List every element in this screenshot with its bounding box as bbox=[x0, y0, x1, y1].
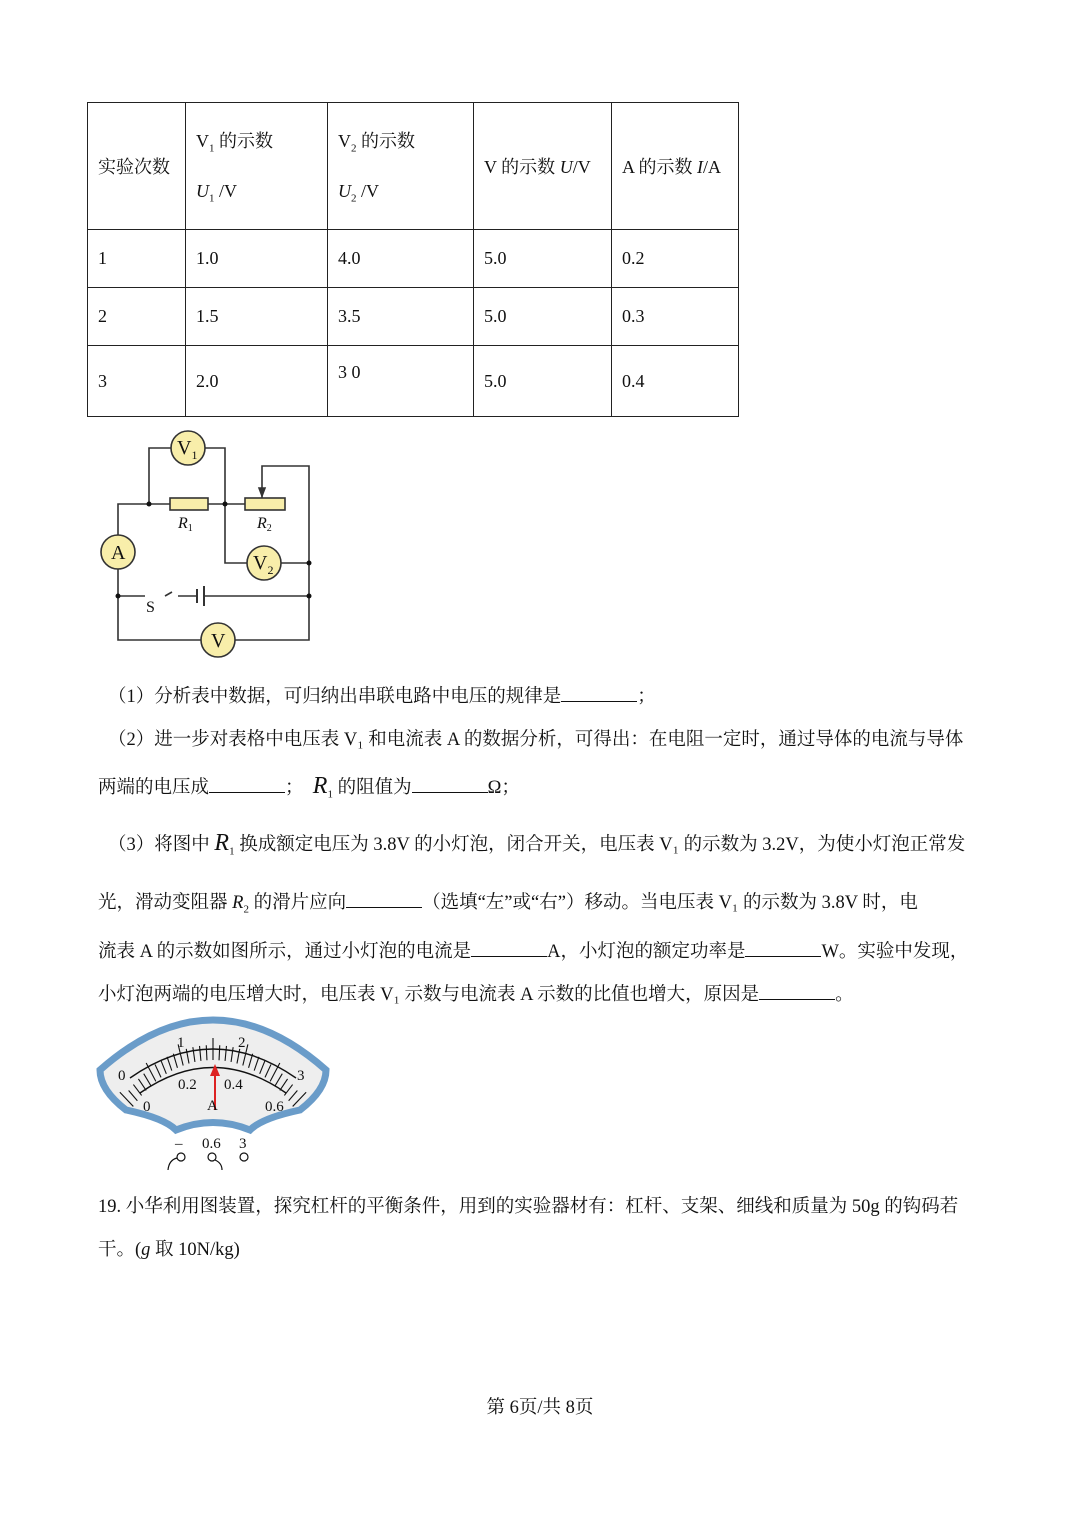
cell: 2.0 bbox=[186, 346, 328, 417]
dial-tick bbox=[219, 1045, 220, 1060]
cell: 1.5 bbox=[186, 288, 328, 346]
question-2: （2）进一步对表格中电压表 V₁ 和电流表 A 的数据分析，可得出：在电阻一定时，通过导体的电流与导体 bbox=[108, 730, 964, 750]
svg-text:0.6: 0.6 bbox=[202, 1136, 221, 1152]
svg-text:1: 1 bbox=[177, 1035, 185, 1051]
svg-text:0: 0 bbox=[143, 1099, 151, 1115]
svg-text:0: 0 bbox=[118, 1068, 126, 1084]
svg-text:V1: $V_1$ bbox=[177, 437, 198, 462]
svg-text:V2: $V_2$ bbox=[253, 552, 274, 577]
cell: 0.3 bbox=[612, 288, 739, 346]
cell: 1 bbox=[88, 230, 186, 288]
svg-text:V: V bbox=[211, 630, 226, 652]
header-v: V 的示数 U/V bbox=[474, 103, 612, 230]
svg-text:R2: R2 bbox=[257, 515, 272, 534]
dial-tick bbox=[206, 1045, 207, 1060]
question-19: 19. 小华利用图装置，探究杠杆的平衡条件，用到的实验器材有：杠杆、支架、细线和质量为 50g 的钩码若 bbox=[98, 1197, 959, 1217]
cell: 1.0 bbox=[186, 230, 328, 288]
svg-text:3: 3 bbox=[297, 1068, 305, 1084]
question-1: （1）分析表中数据，可归纳出串联电路中电压的规律是 ； bbox=[108, 687, 656, 707]
svg-text:0.6: 0.6 bbox=[265, 1099, 284, 1115]
svg-text:0.2: 0.2 bbox=[178, 1077, 197, 1093]
cell: 3.5 bbox=[328, 288, 474, 346]
cell: 3 0 bbox=[328, 346, 474, 417]
cell: 0.4 bbox=[612, 346, 739, 417]
svg-text:A: A bbox=[111, 542, 126, 564]
cell: 5.0 bbox=[474, 230, 612, 288]
header-v2: $V_2$ 的示数 $U_2$ /V bbox=[328, 103, 474, 230]
svg-text:3: 3 bbox=[239, 1136, 247, 1152]
question-2-cont: 两端的电压成 ； $R_1$ 的阻值为 Ω； bbox=[98, 773, 520, 801]
header-trial: 实验次数 bbox=[88, 103, 186, 230]
cell: 3 bbox=[88, 346, 186, 417]
question-3-line2: 光，滑动变阻器 $R_2$ 的滑片应向 （选填“左”或“右”）移动。当电压表 V₁ 的示数为 3.8V 时，电 bbox=[98, 893, 918, 916]
question-3: （3）将图中 $R_1$ 换成额定电压为 3.8V 的小灯泡，闭合开关，电压表 V₁ 的示数为 3.2V，为使小灯泡正常发 bbox=[108, 830, 966, 858]
circuit-diagram bbox=[101, 431, 312, 657]
question-3-line4: 小灯泡两端的电压增大时，电压表 V₁ 示数与电流表 A 示数的比值也增大，原因是 。 bbox=[98, 985, 854, 1005]
svg-text:R1: R1 bbox=[178, 515, 193, 534]
header-a: A 的示数 I/A bbox=[612, 103, 739, 230]
terminals-icon bbox=[168, 1153, 248, 1170]
cell: 4.0 bbox=[328, 230, 474, 288]
question-3-line3: 流表 A 的示数如图所示，通过小灯泡的电流是 A，小灯泡的额定功率是 W。实验中发现， bbox=[98, 942, 969, 962]
svg-text:S: S bbox=[146, 599, 155, 616]
cell: 5.0 bbox=[474, 346, 612, 417]
svg-text:2: 2 bbox=[238, 1035, 246, 1051]
cell: 5.0 bbox=[474, 288, 612, 346]
svg-text:A: A bbox=[207, 1098, 218, 1114]
ammeter-dial bbox=[100, 1020, 326, 1170]
page-footer: 第 6页/共 8页 bbox=[486, 1398, 594, 1418]
svg-text:0.4: 0.4 bbox=[224, 1077, 243, 1093]
cell: 2 bbox=[88, 288, 186, 346]
svg-text:–: – bbox=[175, 1136, 183, 1152]
question-19-cont: 干。(g 取 10N/kg) bbox=[98, 1240, 240, 1260]
cell: 0.2 bbox=[612, 230, 739, 288]
header-v1: $V_1$ 的示数 $U_1$ /V bbox=[186, 103, 328, 230]
